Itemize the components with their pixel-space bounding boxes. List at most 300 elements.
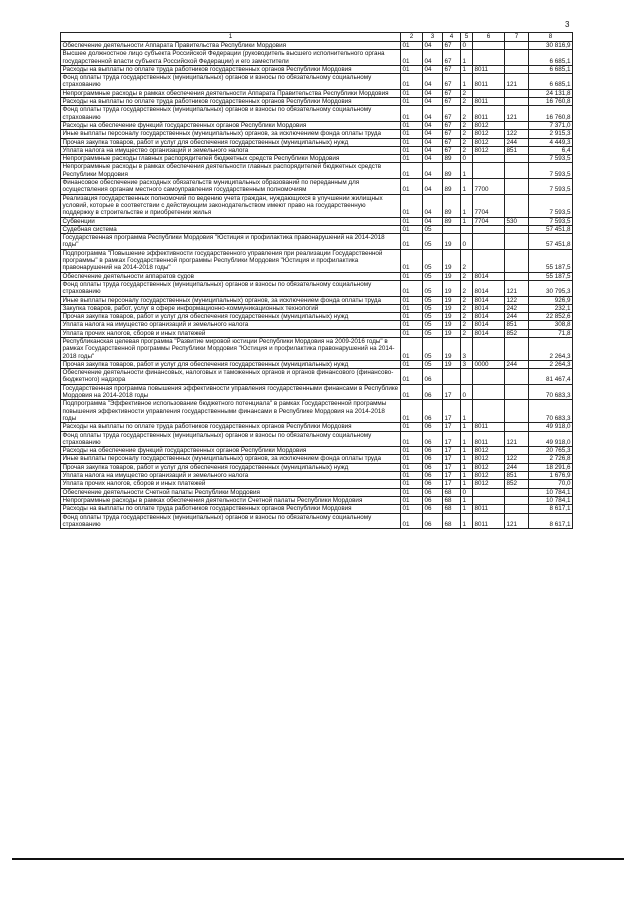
row-code: 01 [401, 89, 423, 97]
row-code [505, 179, 529, 195]
row-code: 01 [401, 272, 423, 280]
row-code: 04 [423, 130, 443, 138]
row-amount: 308,8 [529, 321, 573, 329]
row-description: Подпрограмма "Повышение эффективности государственного управления при реализации Государственной программы" в рамках Государственной программы Республики Мордовия "Юстиция и профилактика правонарушений на 2014-2018 годы" [61, 249, 401, 272]
row-description: Реализация государственных полномочий по ведению учета граждан, нуждающихся в улучшении жилищных условий, которые в соответствии с действующим законодательством имеют право на государственную поддержку в строительстве и приобретении жилья [61, 194, 401, 217]
table-row [61, 121, 573, 129]
row-amount: 30 795,3 [529, 280, 573, 296]
row-code [443, 369, 461, 385]
row-amount: 70 683,3 [529, 384, 573, 400]
row-code: 530 [505, 217, 529, 225]
table-row [61, 98, 573, 106]
row-code: 05 [423, 329, 443, 337]
row-code: 01 [401, 163, 423, 179]
row-code: 8014 [473, 272, 505, 280]
row-code: 68 [443, 513, 461, 529]
row-code: 67 [443, 106, 461, 122]
row-amount: 6 685,1 [529, 65, 573, 73]
row-code: 01 [401, 384, 423, 400]
row-code: 67 [443, 74, 461, 90]
row-description: Непрограммные расходы главных распорядителей бюджетных средств Республики Мордовия [61, 155, 401, 163]
row-description: Уплата прочих налогов, сборов и иных платежей [61, 480, 401, 488]
row-code: 01 [401, 496, 423, 504]
row-code: 04 [423, 155, 443, 163]
table-row [61, 505, 573, 513]
row-amount: 7 593,5 [529, 179, 573, 195]
row-code: 0 [461, 488, 473, 496]
table-row [61, 130, 573, 138]
row-code [461, 225, 473, 233]
table-row [61, 296, 573, 304]
row-description: Фонд оплаты труда государственных (муниципальных) органов и взносы по обязательному социальному страхованию [61, 74, 401, 90]
row-amount: 49 918,0 [529, 423, 573, 431]
row-code: 05 [423, 249, 443, 272]
row-description: Расходы на выплаты по оплате труда работников государственных органов Республики Мордовия [61, 505, 401, 513]
row-code: 8011 [473, 106, 505, 122]
table-row [61, 155, 573, 163]
row-code: 19 [443, 313, 461, 321]
table-row [61, 472, 573, 480]
row-code: 01 [401, 513, 423, 529]
row-code [505, 225, 529, 233]
row-code: 122 [505, 296, 529, 304]
row-code: 19 [443, 272, 461, 280]
row-code: 3 [461, 360, 473, 368]
budget-table [60, 32, 573, 529]
table-row [61, 431, 573, 447]
row-code: 8012 [473, 480, 505, 488]
row-code: 851 [505, 146, 529, 154]
bottom-rule [12, 858, 624, 860]
table-row [61, 423, 573, 431]
table-row [61, 249, 573, 272]
row-code: 04 [423, 179, 443, 195]
row-code: 06 [423, 513, 443, 529]
row-code: 19 [443, 329, 461, 337]
row-code: 19 [443, 280, 461, 296]
row-code: 19 [443, 337, 461, 360]
row-code: 0 [461, 384, 473, 400]
row-code: 01 [401, 179, 423, 195]
row-code: 7700 [473, 179, 505, 195]
row-description: Высшее должностное лицо субъекта Российской Федерации (руководитель высшего исполнительного органа государственной власти субъекта Российской Федерации) и его заместители [61, 50, 401, 66]
row-code [505, 65, 529, 73]
row-amount: 30 816,9 [529, 42, 573, 50]
table-row [61, 272, 573, 280]
row-code: 851 [505, 321, 529, 329]
row-code: 2 [461, 89, 473, 97]
row-code: 244 [505, 463, 529, 471]
row-description: Непрограммные расходы в рамках обеспечения деятельности Счетной палаты Республики Мордовия [61, 496, 401, 504]
row-code: 8012 [473, 472, 505, 480]
row-code: 01 [401, 321, 423, 329]
row-code: 01 [401, 50, 423, 66]
row-code [473, 384, 505, 400]
row-description: Обеспечение деятельности финансовых, налоговых и таможенных органов и органов финансового (финансово-бюджетного) надзора [61, 369, 401, 385]
row-amount: 232,1 [529, 304, 573, 312]
row-code: 67 [443, 146, 461, 154]
table-row [61, 234, 573, 250]
row-code [461, 369, 473, 385]
row-code: 122 [505, 130, 529, 138]
row-code: 1 [461, 74, 473, 90]
row-code: 2 [461, 106, 473, 122]
row-code: 2 [461, 249, 473, 272]
row-description: Финансовое обеспечение расходных обязательств муниципальных образований по переданным для осуществления органам местного самоуправления государственным полномочиям [61, 179, 401, 195]
row-code: 8012 [473, 130, 505, 138]
table-row [61, 65, 573, 73]
row-amount: 70,0 [529, 480, 573, 488]
row-code: 19 [443, 360, 461, 368]
row-code: 01 [401, 472, 423, 480]
row-code [473, 225, 505, 233]
row-code: 3 [461, 337, 473, 360]
table-row [61, 360, 573, 368]
row-code: 01 [401, 337, 423, 360]
row-code: 04 [423, 89, 443, 97]
row-amount: 8 617,1 [529, 513, 573, 529]
table-row [61, 304, 573, 312]
row-description: Закупка товаров, работ, услуг в сфере информационно-коммуникационных технологий [61, 304, 401, 312]
row-code [505, 234, 529, 250]
row-code: 8012 [473, 138, 505, 146]
row-code: 01 [401, 431, 423, 447]
row-amount: 10 784,1 [529, 488, 573, 496]
table-row [61, 455, 573, 463]
row-amount: 18 291,6 [529, 463, 573, 471]
row-code: 19 [443, 304, 461, 312]
row-code: 67 [443, 42, 461, 50]
row-code: 852 [505, 329, 529, 337]
row-amount: 70 683,3 [529, 400, 573, 423]
row-description: Уплата налога на имущество организаций и земельного налога [61, 472, 401, 480]
row-code: 04 [423, 217, 443, 225]
row-code: 1 [461, 50, 473, 66]
row-code: 1 [461, 217, 473, 225]
row-code: 2 [461, 280, 473, 296]
row-code: 17 [443, 480, 461, 488]
row-code: 2 [461, 272, 473, 280]
row-code: 8011 [473, 505, 505, 513]
row-code: 19 [443, 234, 461, 250]
row-description: Фонд оплаты труда государственных (муниципальных) органов и взносы по обязательному социальному страхованию [61, 431, 401, 447]
row-code: 04 [423, 194, 443, 217]
row-code: 2 [461, 329, 473, 337]
row-code [473, 369, 505, 385]
table-row [61, 463, 573, 471]
row-code: 05 [423, 360, 443, 368]
row-code [505, 337, 529, 360]
row-code: 89 [443, 163, 461, 179]
table-row [61, 369, 573, 385]
row-description: Уплата налога на имущество организаций и земельного налога [61, 321, 401, 329]
row-code: 67 [443, 121, 461, 129]
table-row [61, 163, 573, 179]
row-code: 01 [401, 296, 423, 304]
row-amount: 6,4 [529, 146, 573, 154]
row-code: 05 [423, 225, 443, 233]
row-amount: 7 371,0 [529, 121, 573, 129]
row-code: 8011 [473, 74, 505, 90]
row-code: 06 [423, 463, 443, 471]
row-code: 01 [401, 313, 423, 321]
row-amount: 7 593,5 [529, 217, 573, 225]
row-code: 2 [461, 321, 473, 329]
table-row [61, 337, 573, 360]
row-code [505, 50, 529, 66]
row-code: 8014 [473, 280, 505, 296]
row-code [473, 234, 505, 250]
row-code: 8011 [473, 431, 505, 447]
row-description: Непрограммные расходы в рамках обеспечения деятельности главных распорядителей бюджетных средств Республики Мордовия [61, 163, 401, 179]
row-amount: 4 449,3 [529, 138, 573, 146]
row-code: 121 [505, 513, 529, 529]
row-code: 2 [461, 296, 473, 304]
row-code: 19 [443, 321, 461, 329]
row-code [505, 272, 529, 280]
row-description: Судебная система [61, 225, 401, 233]
row-code: 0 [461, 155, 473, 163]
row-code: 2 [461, 304, 473, 312]
row-code [505, 194, 529, 217]
header-cell: 7 [505, 33, 529, 42]
row-code: 8014 [473, 329, 505, 337]
header-cell: 4 [443, 33, 461, 42]
row-code: 06 [423, 505, 443, 513]
row-code: 67 [443, 50, 461, 66]
row-code: 852 [505, 480, 529, 488]
row-description: Расходы на выплаты по оплате труда работников государственных органов Республики Мордовия [61, 423, 401, 431]
row-code: 04 [423, 121, 443, 129]
table-row [61, 42, 573, 50]
row-amount: 7 593,5 [529, 155, 573, 163]
row-description: Обеспечение деятельности Аппарата Правительства Республики Мордовия [61, 42, 401, 50]
table-row [61, 321, 573, 329]
row-code: 01 [401, 234, 423, 250]
table-row [61, 74, 573, 90]
row-code [505, 89, 529, 97]
row-code: 8012 [473, 447, 505, 455]
row-code: 01 [401, 329, 423, 337]
row-code: 05 [423, 272, 443, 280]
row-code: 01 [401, 447, 423, 455]
row-code: 01 [401, 98, 423, 106]
row-description: Расходы на обеспечение функций государственных органов Республики Мордовия [61, 447, 401, 455]
row-code: 1 [461, 400, 473, 423]
row-code: 01 [401, 249, 423, 272]
row-code: 17 [443, 472, 461, 480]
row-code: 04 [423, 50, 443, 66]
row-code: 244 [505, 360, 529, 368]
row-amount: 6 685,1 [529, 74, 573, 90]
row-code: 1 [461, 447, 473, 455]
table-row [61, 138, 573, 146]
header-cell: 5 [461, 33, 473, 42]
row-code: 8014 [473, 304, 505, 312]
row-code: 01 [401, 225, 423, 233]
row-description: Государственная программа повышения эффективности управления государственными финансами в Республике Мордовия на 2014-2018 годы [61, 384, 401, 400]
row-code: 89 [443, 179, 461, 195]
row-code: 01 [401, 155, 423, 163]
row-code: 06 [423, 472, 443, 480]
table-row [61, 280, 573, 296]
row-code [473, 89, 505, 97]
row-amount: 55 187,5 [529, 272, 573, 280]
row-code [505, 505, 529, 513]
row-code: 04 [423, 98, 443, 106]
header-cell: 3 [423, 33, 443, 42]
row-description: Уплата налога на имущество организаций и земельного налога [61, 146, 401, 154]
row-code: 01 [401, 400, 423, 423]
row-code: 04 [423, 146, 443, 154]
table-header-row [61, 33, 573, 42]
row-code: 17 [443, 423, 461, 431]
row-amount: 20 765,3 [529, 447, 573, 455]
row-code: 1 [461, 163, 473, 179]
row-code: 0 [461, 42, 473, 50]
row-code [473, 488, 505, 496]
row-code: 17 [443, 463, 461, 471]
row-code: 17 [443, 455, 461, 463]
row-code: 04 [423, 42, 443, 50]
row-code: 89 [443, 155, 461, 163]
table-row [61, 496, 573, 504]
row-amount: 6 685,1 [529, 50, 573, 66]
row-code: 122 [505, 455, 529, 463]
row-code: 67 [443, 89, 461, 97]
row-code [505, 42, 529, 50]
row-code: 05 [423, 296, 443, 304]
row-code: 8012 [473, 146, 505, 154]
row-code: 2 [461, 146, 473, 154]
row-code: 8012 [473, 455, 505, 463]
row-code: 01 [401, 505, 423, 513]
row-code: 17 [443, 431, 461, 447]
row-description: Иные выплаты персоналу государственных (муниципальных) органов, за исключением фонда оплаты труда [61, 296, 401, 304]
row-code: 06 [423, 488, 443, 496]
row-code [505, 447, 529, 455]
row-code [505, 98, 529, 106]
row-code: 67 [443, 130, 461, 138]
row-code: 01 [401, 480, 423, 488]
table-row [61, 513, 573, 529]
row-code: 05 [423, 234, 443, 250]
row-description: Прочая закупка товаров, работ и услуг для обеспечения государственных (муниципальных) нужд [61, 360, 401, 368]
row-description: Фонд оплаты труда государственных (муниципальных) органов и взносы по обязательному социальному страхованию [61, 280, 401, 296]
row-code: 0000 [473, 360, 505, 368]
row-description: Расходы на выплаты по оплате труда работников государственных органов Республики Мордовия [61, 65, 401, 73]
row-code: 1 [461, 431, 473, 447]
row-code [473, 337, 505, 360]
row-code [473, 249, 505, 272]
row-code: 8014 [473, 296, 505, 304]
row-code: 01 [401, 74, 423, 90]
row-description: Республиканская целевая программа "Развитие мировой юстиции Республики Мордовия на 2009-2016 годы" в рамках Государственной программы Республики Мордовия "Юстиция и профилактика правонарушений на 2014-2018 годы" [61, 337, 401, 360]
row-code: 8012 [473, 463, 505, 471]
row-code: 04 [423, 65, 443, 73]
row-description: Непрограммные расходы в рамках обеспечения деятельности Аппарата Правительства Республики Мордовия [61, 89, 401, 97]
table-row [61, 225, 573, 233]
row-code: 8011 [473, 423, 505, 431]
row-code: 67 [443, 65, 461, 73]
row-code: 0 [461, 234, 473, 250]
row-code: 01 [401, 65, 423, 73]
row-code: 06 [423, 423, 443, 431]
row-code: 06 [423, 447, 443, 455]
row-description: Расходы на выплаты по оплате труда работников государственных органов Республики Мордовия [61, 98, 401, 106]
row-code: 242 [505, 304, 529, 312]
row-code [473, 50, 505, 66]
row-code: 8011 [473, 98, 505, 106]
row-code: 01 [401, 280, 423, 296]
row-amount: 7 593,5 [529, 194, 573, 217]
row-code [505, 121, 529, 129]
row-amount: 55 187,5 [529, 249, 573, 272]
table-row [61, 50, 573, 66]
row-code [505, 400, 529, 423]
row-code: 06 [423, 384, 443, 400]
row-code: 8011 [473, 65, 505, 73]
row-code: 67 [443, 98, 461, 106]
table-row [61, 400, 573, 423]
row-code: 01 [401, 194, 423, 217]
table-row [61, 384, 573, 400]
row-description: Обеспечение деятельности Счетной палаты Республики Мордовия [61, 488, 401, 496]
row-description: Обеспечение деятельности аппаратов судов [61, 272, 401, 280]
row-code: 2 [461, 98, 473, 106]
row-code [473, 400, 505, 423]
row-code: 05 [423, 304, 443, 312]
row-code: 1 [461, 179, 473, 195]
row-code [473, 163, 505, 179]
row-code: 1 [461, 194, 473, 217]
row-code: 1 [461, 505, 473, 513]
table-row [61, 480, 573, 488]
row-code: 05 [423, 337, 443, 360]
row-amount: 57 451,8 [529, 225, 573, 233]
row-code [505, 496, 529, 504]
table-row [61, 488, 573, 496]
page-number: 3 [565, 20, 570, 29]
row-code: 06 [423, 369, 443, 385]
row-code [473, 496, 505, 504]
row-code: 1 [461, 496, 473, 504]
table-row [61, 106, 573, 122]
row-code [473, 155, 505, 163]
row-code: 244 [505, 313, 529, 321]
row-code [505, 384, 529, 400]
row-code: 05 [423, 321, 443, 329]
row-code: 7704 [473, 194, 505, 217]
row-amount: 24 131,8 [529, 89, 573, 97]
row-code: 68 [443, 496, 461, 504]
row-code: 01 [401, 106, 423, 122]
row-description: Подпрограмма "Эффективное использование бюджетного потенциала" в рамках Государственной программы повышения эффективности управления государственными финансами в Республике Мордовия на 2014-2018 годы [61, 400, 401, 423]
row-code: 06 [423, 480, 443, 488]
row-code: 06 [423, 455, 443, 463]
row-code: 1 [461, 472, 473, 480]
row-amount: 7 593,5 [529, 163, 573, 179]
row-code: 01 [401, 138, 423, 146]
row-code: 05 [423, 313, 443, 321]
row-code: 01 [401, 423, 423, 431]
row-code: 04 [423, 163, 443, 179]
row-code: 01 [401, 42, 423, 50]
row-code: 01 [401, 369, 423, 385]
row-amount: 2 915,3 [529, 130, 573, 138]
row-code [505, 488, 529, 496]
row-code: 2 [461, 313, 473, 321]
